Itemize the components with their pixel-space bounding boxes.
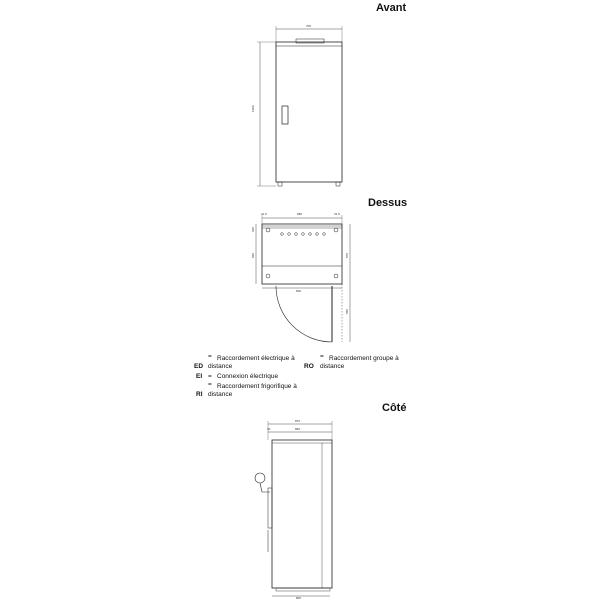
- side-dim-total: 870: [295, 419, 301, 423]
- top-door-swing-arc: [276, 286, 332, 342]
- side-dim-small: 30: [267, 427, 271, 431]
- legend-text-ed: Raccordement électrique à distance: [208, 355, 295, 370]
- legend-code-ei: EI: [196, 373, 203, 380]
- legend-text-ro: Raccordement groupe à distance: [320, 355, 399, 370]
- side-connection-marker: [255, 473, 265, 483]
- legend-symbol-ro: =: [320, 353, 324, 360]
- top-dim-swing: 650: [345, 308, 349, 314]
- side-cable: [260, 483, 270, 492]
- top-corner-mark-tl: [266, 228, 270, 232]
- top-corner-mark-tr: [334, 228, 338, 232]
- top-vent-holes: [281, 233, 326, 236]
- front-foot-right: [336, 182, 340, 186]
- front-cabinet-body: [276, 42, 342, 182]
- top-dim-door: 600: [296, 289, 302, 293]
- top-dim-right: 31.5: [334, 212, 340, 216]
- top-corner-mark-bl: [266, 274, 270, 278]
- legend-symbol-ed: =: [208, 353, 212, 360]
- front-dim-width: 700: [306, 24, 312, 28]
- legend-text-ri: Raccordement frigorifique à distance: [208, 383, 297, 398]
- side-foot: [276, 588, 330, 591]
- side-cabinet-body: [272, 440, 332, 588]
- front-dim-height: 1900: [251, 105, 255, 112]
- view-title-front: Avant: [376, 2, 407, 14]
- legend-symbol-ri: =: [208, 381, 212, 388]
- front-door-handle: [282, 106, 288, 124]
- top-corner-mark-br: [334, 274, 338, 278]
- side-dim-inner: 860: [295, 427, 301, 431]
- view-title-top: Dessus: [368, 197, 408, 209]
- top-dim-center: 680: [297, 212, 303, 216]
- top-dim-left: 31.5: [261, 212, 267, 216]
- top-dim-depth-b: 870: [345, 252, 349, 258]
- view-title-side: Côté: [382, 402, 407, 414]
- legend-code-ri: RI: [196, 391, 203, 398]
- front-foot-left: [278, 182, 282, 186]
- legend-symbol-ei: =: [208, 373, 212, 380]
- top-view: [256, 215, 350, 342]
- top-dim-depth-a: 860: [251, 252, 255, 258]
- top-dim-left-side: 660: [251, 226, 255, 232]
- side-door-handle: [268, 488, 272, 528]
- legend-code-ro: RO: [304, 363, 314, 370]
- side-view: [255, 421, 332, 596]
- side-dim-bottom: 800: [296, 596, 302, 600]
- legend-text-ei: Connexion électrique: [217, 373, 279, 380]
- front-view: [257, 26, 342, 186]
- legend-code-ed: ED: [194, 363, 204, 370]
